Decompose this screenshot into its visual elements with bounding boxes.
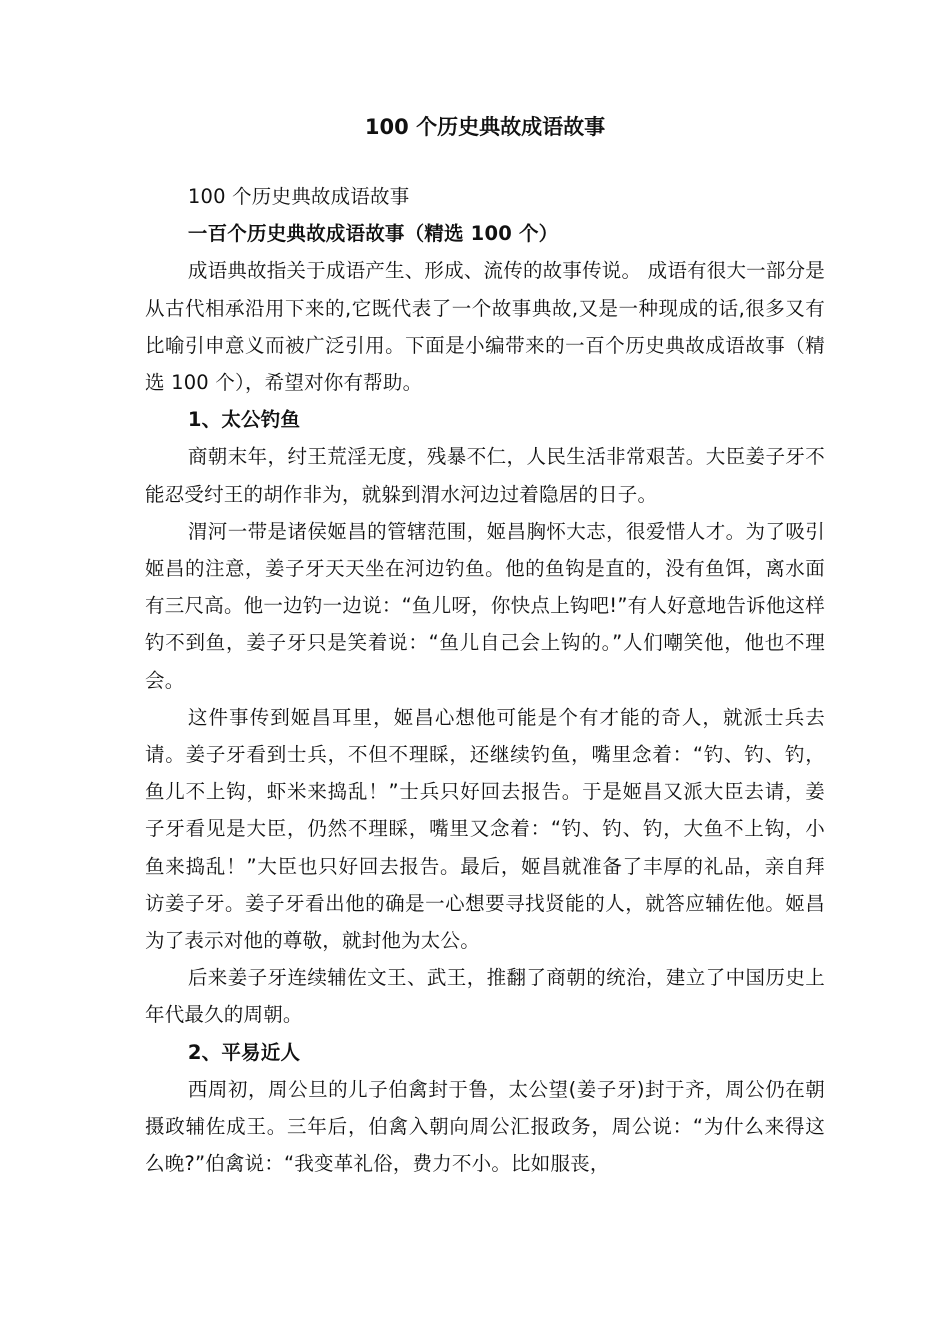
intro-paragraph: 成语典故指关于成语产生、形成、流传的故事传说。 成语有很大一部分是从古代相承沿用下来的,它既代表了一个故事典故,又是一种现成的话,很多又有比喻引申意义而被广泛引用。下面是小编带来的一百个历史典故成语故事（精选 100 个），希望对你有帮助。 [145,259,825,395]
subtitle-line: 100 个历史典故成语故事 [187,185,410,208]
story-2-paragraph-1: 西周初，周公旦的儿子伯禽封于鲁，太公望(姜子牙)封于齐，周公仍在朝摄政辅佐成王。三年后，伯禽入朝向周公汇报政务，周公说：“为什么来得这么晚?”伯禽说：“我变革礼俗，费力不小。比如服丧， [145,1077,825,1176]
story-heading-2: 2、平易近人 [187,1040,301,1064]
section-heading: 一百个历史典故成语故事（精选 100 个） [187,222,559,246]
story-1-paragraph-1: 商朝末年，纣王荒淫无度，残暴不仁，人民生活非常艰苦。大臣姜子牙不能忍受纣王的胡作非为，就躲到渭水河边过着隐居的日子。 [145,445,825,506]
document-title: 100 个历史典故成语故事 [364,115,606,139]
story-1-paragraph-4: 后来姜子牙连续辅佐文王、武王，推翻了商朝的统治，建立了中国历史上年代最久的周朝。 [145,966,825,1027]
document-page [145,112,825,1182]
story-1-paragraph-3: 这件事传到姬昌耳里，姬昌心想他可能是个有才能的奇人，就派士兵去请。姜子牙看到士兵，不但不理睬，还继续钓鱼，嘴里念着：“钓、钓、钓，鱼儿不上钩，虾米来捣乱！”士兵只好回去报告。于是姬昌又派大臣去请，姜子牙看见是大臣，仍然不理睬，嘴里又念着：“钓、钓、钓，大鱼不上钩，小鱼来捣乱！”大臣也只好回去报告。最后，姬昌就准备了丰厚的礼品，亲自拜访姜子牙。姜子牙看出他的确是一心想要寻找贤能的人，就答应辅佐他。姬昌为了表示对他的尊敬，就封他为太公。 [145,705,825,953]
story-1-paragraph-2: 渭河一带是诸侯姬昌的管辖范围，姬昌胸怀大志，很爱惜人才。为了吸引姬昌的注意，姜子牙天天坐在河边钓鱼。他的鱼钩是直的，没有鱼饵，离水面有三尺高。他一边钓一边说：“鱼儿呀，你快点上钩吧!”有人好意地告诉他这样钓不到鱼，姜子牙只是笑着说：“鱼儿自己会上钩的。”人们嘲笑他，他也不理会。 [145,519,825,692]
story-heading-1: 1、太公钓鱼 [187,408,301,432]
